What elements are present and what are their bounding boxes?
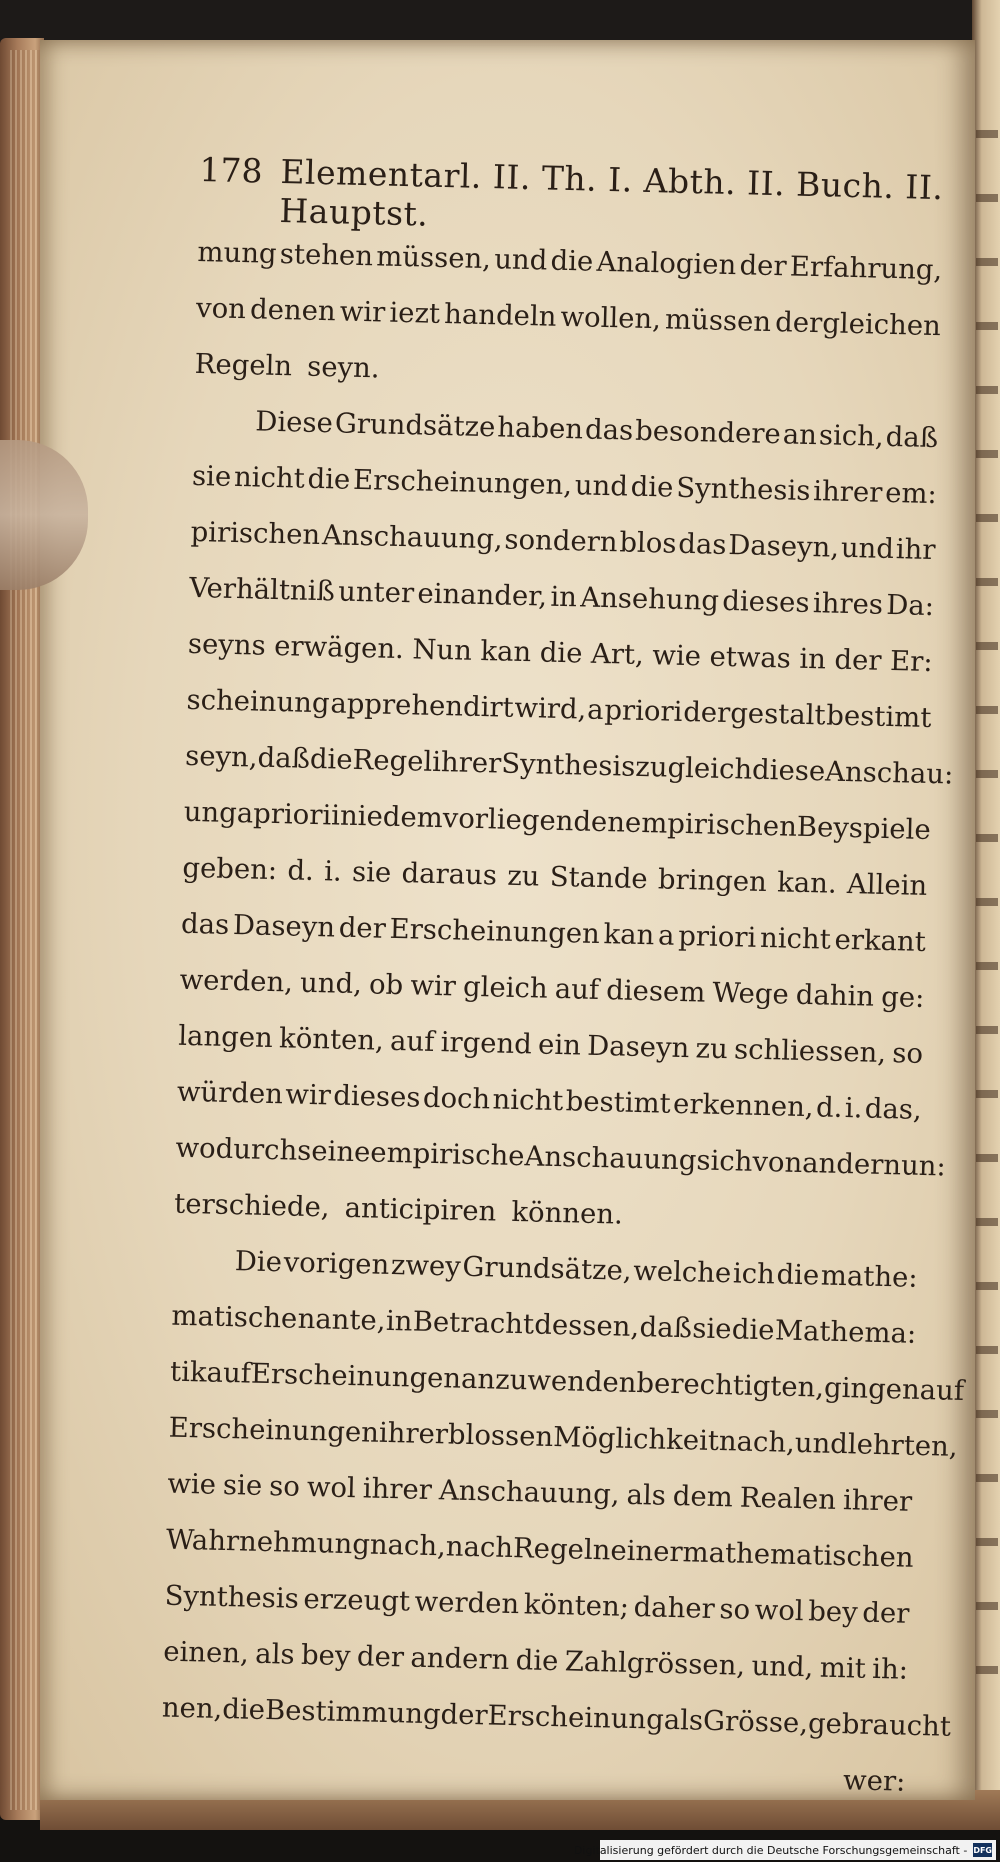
word: dieses: [332, 1079, 421, 1114]
word: blossen: [447, 1418, 554, 1454]
word: Betracht: [412, 1305, 535, 1341]
word: zwey: [390, 1249, 462, 1283]
word: besondere: [634, 414, 782, 451]
word: Mathema:: [774, 1314, 917, 1350]
word: unter: [337, 575, 415, 610]
word: dahin: [795, 978, 875, 1013]
word: ung: [183, 795, 238, 830]
page-text-block: [161, 150, 965, 1798]
word: Art,: [590, 637, 645, 671]
word: ih:: [871, 1652, 909, 1686]
word: a: [657, 919, 675, 952]
word: nicht: [759, 921, 832, 956]
word: Beyspiele: [796, 810, 932, 847]
word: andern: [410, 1641, 510, 1677]
word: schliessen,: [733, 1033, 887, 1070]
word: erkennen,: [672, 1087, 815, 1124]
word: nicht: [233, 460, 306, 495]
word: wol: [306, 1471, 357, 1505]
word: terschiede,: [173, 1187, 330, 1224]
word: das: [584, 413, 634, 447]
word: einen,: [162, 1635, 250, 1670]
word: werden: [414, 1585, 520, 1621]
word: Die: [234, 1245, 283, 1279]
word: dergestalt: [682, 695, 826, 732]
word: Er:: [889, 645, 933, 679]
word: seyn,: [184, 739, 258, 774]
word: so: [892, 1037, 924, 1070]
word: i.: [844, 1092, 863, 1125]
word: welche: [632, 1254, 732, 1290]
word: lehrten,: [847, 1428, 958, 1463]
word: daß: [639, 1311, 693, 1345]
word: die: [309, 742, 353, 776]
word: ich: [732, 1257, 776, 1291]
word: handeln: [443, 298, 557, 333]
word: i.: [323, 855, 343, 888]
word: könten,: [278, 1022, 385, 1057]
word: kan: [480, 635, 532, 669]
word: ihrer: [431, 745, 502, 780]
word: anticipiren: [344, 1191, 497, 1228]
word: bey: [300, 1638, 351, 1673]
word: Erfahrung,: [789, 250, 943, 287]
word: ihrer: [842, 1484, 913, 1518]
word: die: [630, 470, 674, 504]
word: gleich: [462, 970, 549, 1005]
word: doch: [422, 1081, 491, 1116]
word: ihres: [812, 587, 884, 621]
word: auf: [206, 1356, 252, 1390]
word: auf: [919, 1373, 965, 1408]
word: Grösse,: [702, 1704, 809, 1740]
word: und: [840, 531, 895, 566]
word: nen,: [161, 1691, 223, 1726]
word: wir: [285, 1078, 332, 1112]
word: sie: [691, 1312, 732, 1346]
word: die: [515, 1644, 559, 1678]
word: wie: [167, 1467, 217, 1501]
word: ge:: [880, 980, 925, 1014]
word: wollen,: [560, 300, 662, 336]
page-number: 178: [199, 150, 263, 191]
footer-credit: Digitalisierung gefördert durch die Deutsche Forschungsgemeinschaft -: [573, 1843, 968, 1857]
word: daher: [633, 1591, 716, 1626]
word: Wege: [712, 976, 790, 1011]
word: Zahlgrössen,: [564, 1645, 746, 1682]
word: mit: [819, 1651, 867, 1685]
word: dessen,: [533, 1308, 640, 1344]
word: d.: [815, 1091, 843, 1124]
word: das,: [864, 1092, 923, 1126]
word: Daseyn: [586, 1029, 690, 1065]
word: und: [493, 243, 548, 277]
word: ob: [368, 968, 404, 1002]
word: von: [752, 1145, 803, 1180]
word: Analogien: [596, 245, 737, 282]
word: auf: [554, 972, 600, 1006]
word: Synthesis: [164, 1579, 300, 1615]
word: stehen: [279, 237, 374, 273]
word: Grundsätze,: [462, 1250, 632, 1287]
word: und: [574, 469, 629, 503]
word: priori: [252, 797, 332, 832]
word: empirische: [370, 1136, 525, 1173]
word: nach,: [718, 1425, 796, 1459]
word: könten;: [523, 1588, 630, 1623]
word: Daseyn: [232, 909, 336, 944]
word: seine: [296, 1134, 371, 1169]
word: kan.: [776, 866, 838, 900]
word: der: [834, 643, 882, 677]
word: wir: [410, 969, 457, 1003]
word: das: [677, 527, 727, 561]
word: in: [799, 642, 827, 676]
word: in: [385, 1304, 413, 1338]
word: wir: [339, 295, 386, 329]
word: Regel: [352, 743, 433, 778]
word: Regeln: [194, 347, 293, 383]
word: die: [221, 1693, 266, 1727]
word: nach: [445, 1530, 514, 1565]
word: blos: [619, 526, 677, 560]
word: auf: [389, 1024, 435, 1058]
word: Realen: [739, 1481, 837, 1516]
word: scheinung: [186, 683, 330, 720]
word: Anschau:: [824, 755, 954, 791]
word: Erscheinungen: [250, 1357, 462, 1395]
word: erwägen.: [273, 629, 405, 666]
word: Ansehung: [579, 581, 720, 617]
word: erkant: [834, 923, 927, 958]
word: würden: [176, 1075, 284, 1111]
word: können.: [511, 1195, 624, 1231]
word: bestimt: [826, 699, 932, 735]
word: Regeln: [512, 1532, 611, 1567]
word: diese: [751, 753, 826, 788]
word: priori: [604, 694, 683, 728]
word: daraus: [401, 857, 498, 892]
word: als: [626, 1478, 667, 1512]
word: Erscheinungen,: [352, 463, 573, 502]
word: der: [739, 249, 787, 283]
word: Synthesis: [675, 471, 811, 508]
word: un:: [900, 1149, 947, 1183]
word: die: [539, 636, 583, 670]
word: von: [195, 291, 247, 326]
word: Stande: [549, 860, 649, 896]
word: Möglichkeit: [552, 1421, 720, 1458]
word: zugleich: [635, 750, 753, 786]
word: der: [440, 1698, 489, 1732]
word: zu: [695, 1032, 729, 1066]
word: iezt: [389, 296, 441, 330]
word: sie: [191, 459, 232, 493]
word: wodurch: [175, 1131, 298, 1167]
word: das: [180, 907, 230, 941]
word: die: [307, 462, 351, 496]
word: und: [794, 1426, 849, 1461]
word: langen: [177, 1019, 274, 1055]
word: in: [550, 580, 578, 614]
word: gingen: [823, 1371, 921, 1406]
word: so: [719, 1593, 751, 1626]
word: sie: [351, 855, 392, 889]
word: d.: [287, 854, 315, 887]
word: empirischen: [624, 806, 798, 843]
catchword: wer:: [842, 1764, 906, 1798]
facing-page-text-fragment: [976, 100, 998, 1700]
word: Nun: [412, 633, 473, 667]
running-head: Elementarl. II. Th. I. Abth. II. Buch. II. Hauptst.: [279, 151, 944, 234]
word: mathe:: [820, 1259, 919, 1294]
word: apprehendirt: [330, 687, 515, 724]
word: etwas: [709, 640, 792, 675]
word: andern: [801, 1147, 902, 1182]
word: sich,: [818, 419, 885, 453]
word: nach,: [369, 1528, 447, 1563]
word: einer: [610, 1534, 683, 1569]
word: pirischen: [190, 515, 321, 552]
word: nicht: [492, 1083, 564, 1118]
word: sondern: [504, 523, 618, 559]
word: ein: [537, 1028, 582, 1062]
word: wol: [754, 1593, 805, 1628]
word: werden,: [179, 963, 294, 999]
word: und,: [751, 1649, 814, 1684]
digitization-footer: [573, 1840, 996, 1860]
word: berechtigten,: [636, 1367, 825, 1404]
word: em:: [884, 476, 938, 511]
word: Daseyn,: [727, 529, 840, 564]
page-edges: [10, 50, 44, 1810]
word: Bestimmung: [264, 1694, 442, 1731]
body-text: [160, 224, 965, 1810]
word: als: [254, 1637, 295, 1671]
word: ihrer: [378, 1416, 449, 1451]
word: müssen: [664, 303, 772, 338]
word: so: [268, 1470, 301, 1503]
word: vorliegenden: [442, 802, 626, 839]
word: matische: [171, 1299, 298, 1335]
word: vorigen: [283, 1246, 390, 1281]
word: tik: [169, 1355, 208, 1389]
word: der: [356, 1640, 405, 1674]
word: die: [731, 1313, 775, 1347]
word: ihr: [895, 533, 936, 567]
word: Allein: [846, 868, 928, 902]
word: müssen,: [375, 240, 492, 276]
word: anzuwenden: [460, 1362, 637, 1400]
word: Diese: [254, 405, 334, 440]
word: iedem: [357, 800, 444, 835]
word: Anschauung,: [438, 1474, 620, 1511]
word: mung: [197, 235, 277, 270]
word: Erscheinungen: [389, 912, 601, 950]
word: ihrer: [812, 475, 883, 509]
word: a: [586, 693, 604, 727]
word: bestimt: [565, 1085, 672, 1120]
word: denen: [249, 293, 337, 328]
word: diesem: [605, 974, 706, 1009]
word: seyns: [187, 627, 267, 662]
word: nante,: [297, 1302, 386, 1337]
word: wird,: [514, 691, 587, 726]
word: Grundsätze: [334, 407, 496, 444]
word: geben:: [182, 851, 278, 887]
word: sich: [696, 1144, 753, 1178]
word: kan: [603, 918, 655, 952]
word: wie: [651, 639, 702, 673]
word: dem: [672, 1479, 734, 1514]
word: einander,: [417, 577, 548, 613]
dfg-logo-icon: DFG: [973, 1843, 992, 1857]
word: zu: [506, 859, 540, 893]
word: Synthesis: [500, 747, 636, 783]
word: Da:: [885, 588, 935, 623]
word: und,: [299, 966, 363, 1001]
word: daß: [257, 741, 311, 775]
word: erzeugt: [303, 1582, 411, 1618]
word: sie: [222, 1468, 263, 1502]
word: Anschauung,: [321, 519, 504, 556]
word: priori: [677, 919, 757, 954]
word: an: [782, 418, 818, 452]
word: in: [330, 799, 359, 833]
word: der: [861, 1596, 910, 1630]
word: dieses: [721, 584, 810, 620]
word: Wahrnehmung: [165, 1523, 371, 1561]
word: die: [550, 244, 594, 278]
word: als: [663, 1703, 704, 1737]
word: mathematischen: [682, 1536, 914, 1574]
word: bringen: [657, 863, 768, 899]
word: Erscheinungen: [168, 1411, 380, 1449]
word: a: [236, 797, 254, 830]
word: irgend: [440, 1026, 533, 1061]
word: gebraucht: [807, 1707, 952, 1743]
word: bey: [807, 1595, 859, 1629]
word: Erscheinung: [487, 1699, 665, 1736]
word: dergleichen: [774, 306, 942, 343]
word: der: [338, 911, 387, 945]
word: Verhältniß: [188, 571, 336, 608]
word: seyn.: [306, 350, 380, 385]
word: Anschauung: [524, 1140, 697, 1177]
word: daß: [885, 420, 939, 455]
word: die: [776, 1258, 820, 1292]
word: ihrer: [362, 1472, 433, 1507]
word: haben: [496, 411, 584, 446]
